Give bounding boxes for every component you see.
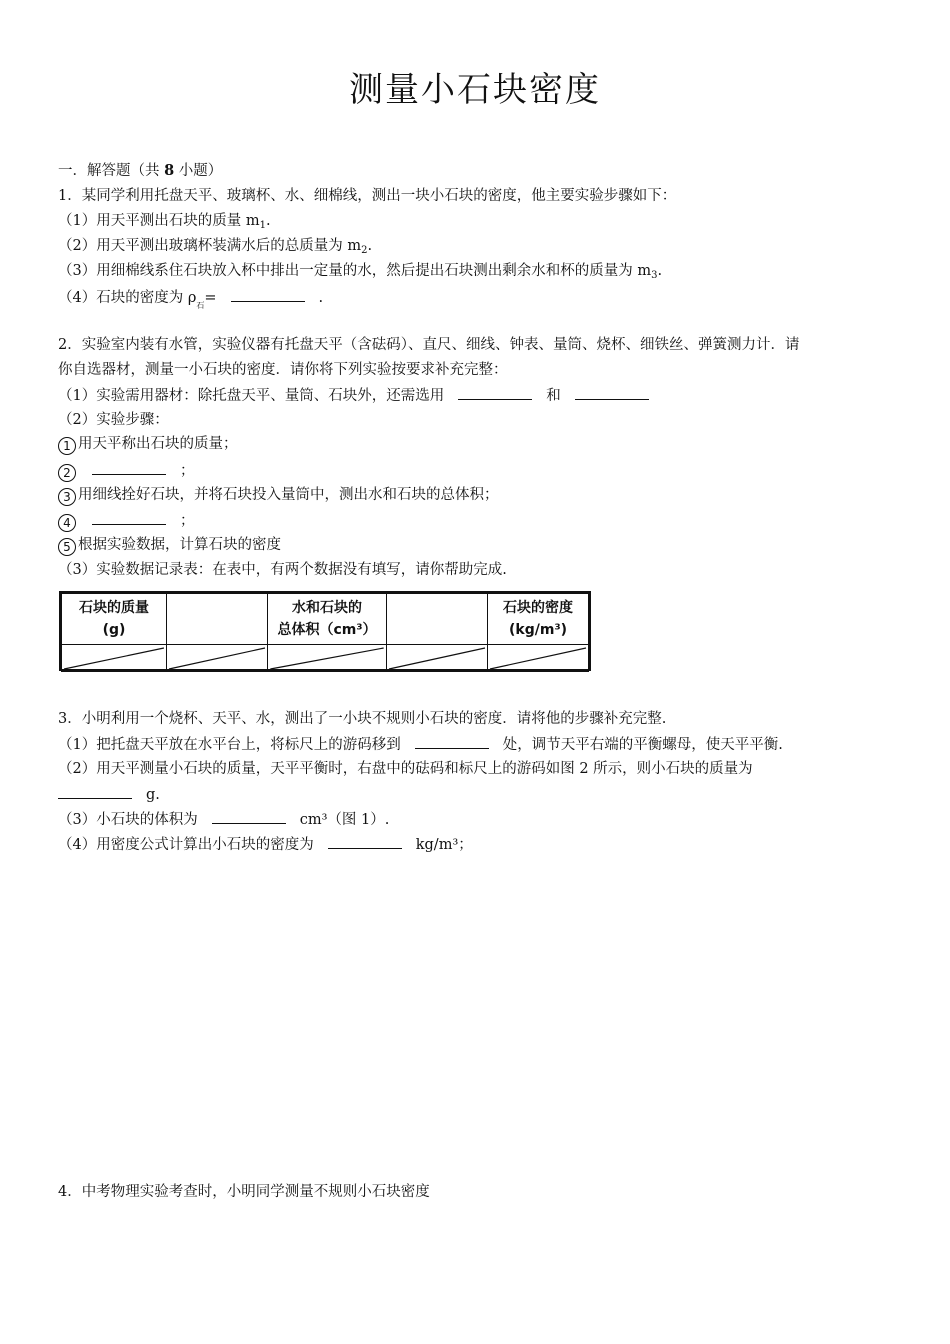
section-prefix: 一．解答题（共 bbox=[58, 163, 165, 179]
q1-density-blank[interactable] bbox=[231, 288, 305, 302]
q3-mass-blank[interactable] bbox=[58, 785, 132, 799]
q3-density-blank[interactable] bbox=[328, 835, 402, 849]
circled-number-5: 5 bbox=[58, 538, 76, 556]
header-stone-mass: 石块的质量 (g) bbox=[62, 594, 167, 645]
q1-step1: （1）用天平测出石块的质量 $m_1$. bbox=[58, 213, 271, 231]
q3-step1-blank[interactable] bbox=[415, 735, 489, 749]
table-cell-slash[interactable] bbox=[387, 645, 488, 672]
circled-number-4: 4 bbox=[58, 514, 76, 532]
q2-step5: 5 根据实验数据，计算石块的密度 bbox=[58, 536, 281, 556]
q2-stem-line1: 2．实验室内装有水管，实验仪器有托盘天平（含砝码）、直尺、细线、钟表、量筒、烧杯、细铁丝、弹簧测力计．请 bbox=[58, 337, 800, 353]
section-suffix: 小题） bbox=[174, 163, 223, 179]
page-title: 测量小石块密度 bbox=[349, 70, 601, 110]
q2-equipment-blank-2[interactable] bbox=[575, 386, 649, 400]
table-cell-slash[interactable] bbox=[62, 645, 167, 672]
q2-step1: 1 用天平称出石块的质量； bbox=[58, 435, 238, 455]
table-cell-slash[interactable] bbox=[268, 645, 387, 672]
q3-volume-blank[interactable] bbox=[212, 810, 286, 824]
header-stone-density: 石块的密度 (kg/m³) bbox=[488, 594, 589, 645]
q2-step4-blank[interactable] bbox=[92, 511, 166, 525]
header-empty-1 bbox=[167, 594, 268, 645]
q3-step3: （3）小石块的体积为 cm³（图 1）. bbox=[58, 812, 390, 828]
q2-equipment-blank-1[interactable] bbox=[458, 386, 532, 400]
q2-step2-blank[interactable] bbox=[92, 461, 166, 475]
q3-step4: （4）用密度公式计算出小石块的密度为 kg/m³； bbox=[58, 837, 473, 853]
q1-step2: （2）用天平测出玻璃杯装满水后的总质量为 $m_2$. bbox=[58, 238, 373, 256]
q3-step2: （2）用天平测量小石块的质量，天平平衡时，右盘中的砝码和标尺上的游码如图 2 所示，则小石块的质量为 bbox=[58, 761, 753, 777]
section-heading bbox=[58, 162, 222, 180]
q2-step3: 3 用细线拴好石块，并将石块投入量筒中，测出水和石块的总体积； bbox=[58, 486, 499, 506]
circled-number-1: 1 bbox=[58, 437, 76, 455]
q1-stem: 1．某同学利用托盘天平、玻璃杯、水、细棉线，测出一块小石块的密度，他主要实验步骤如下： bbox=[58, 188, 677, 204]
q3-step2-cont: g. bbox=[58, 785, 160, 804]
q1-step4: （4）石块的密度为 $\rho_石=$ . bbox=[58, 290, 324, 310]
q2-step4: 4 ； bbox=[58, 511, 195, 532]
header-total-volume: 水和石块的 总体积（cm³） bbox=[268, 594, 387, 645]
q2-stem-line2: 你自选器材，测量一小石块的密度．请你将下列实验按要求补充完整： bbox=[58, 362, 508, 378]
q2-part3: （3）实验数据记录表：在表中，有两个数据没有填写，请你帮助完成. bbox=[58, 562, 507, 578]
q2-part2: （2）实验步骤： bbox=[58, 412, 169, 428]
header-empty-2 bbox=[387, 594, 488, 645]
circled-number-3: 3 bbox=[58, 488, 76, 506]
table-cell-slash[interactable] bbox=[167, 645, 268, 672]
q2-step2: 2 ； bbox=[58, 461, 195, 482]
q3-step1: （1）把托盘天平放在水平台上，将标尺上的游码移到 处，调节天平右端的平衡螺母，使天平平衡. bbox=[58, 737, 783, 753]
data-record-table bbox=[59, 591, 591, 671]
question-count: 8 bbox=[164, 162, 175, 179]
q1-step3: （3）用细棉线系住石块放入杯中排出一定量的水，然后提出石块测出剩余水和杯的质量为 $m_3$. bbox=[58, 263, 663, 281]
circled-number-2: 2 bbox=[58, 464, 76, 482]
q4-stem: 4．中考物理实验考查时，小明同学测量不规则小石块密度 bbox=[58, 1184, 430, 1200]
q3-stem: 3．小明利用一个烧杯、天平、水，测出了一小块不规则小石块的密度．请将他的步骤补充完整. bbox=[58, 711, 667, 727]
table-cell-slash[interactable] bbox=[488, 645, 589, 672]
q2-part1: （1）实验需用器材：除托盘天平、量筒、石块外，还需选用 和 bbox=[58, 386, 663, 405]
